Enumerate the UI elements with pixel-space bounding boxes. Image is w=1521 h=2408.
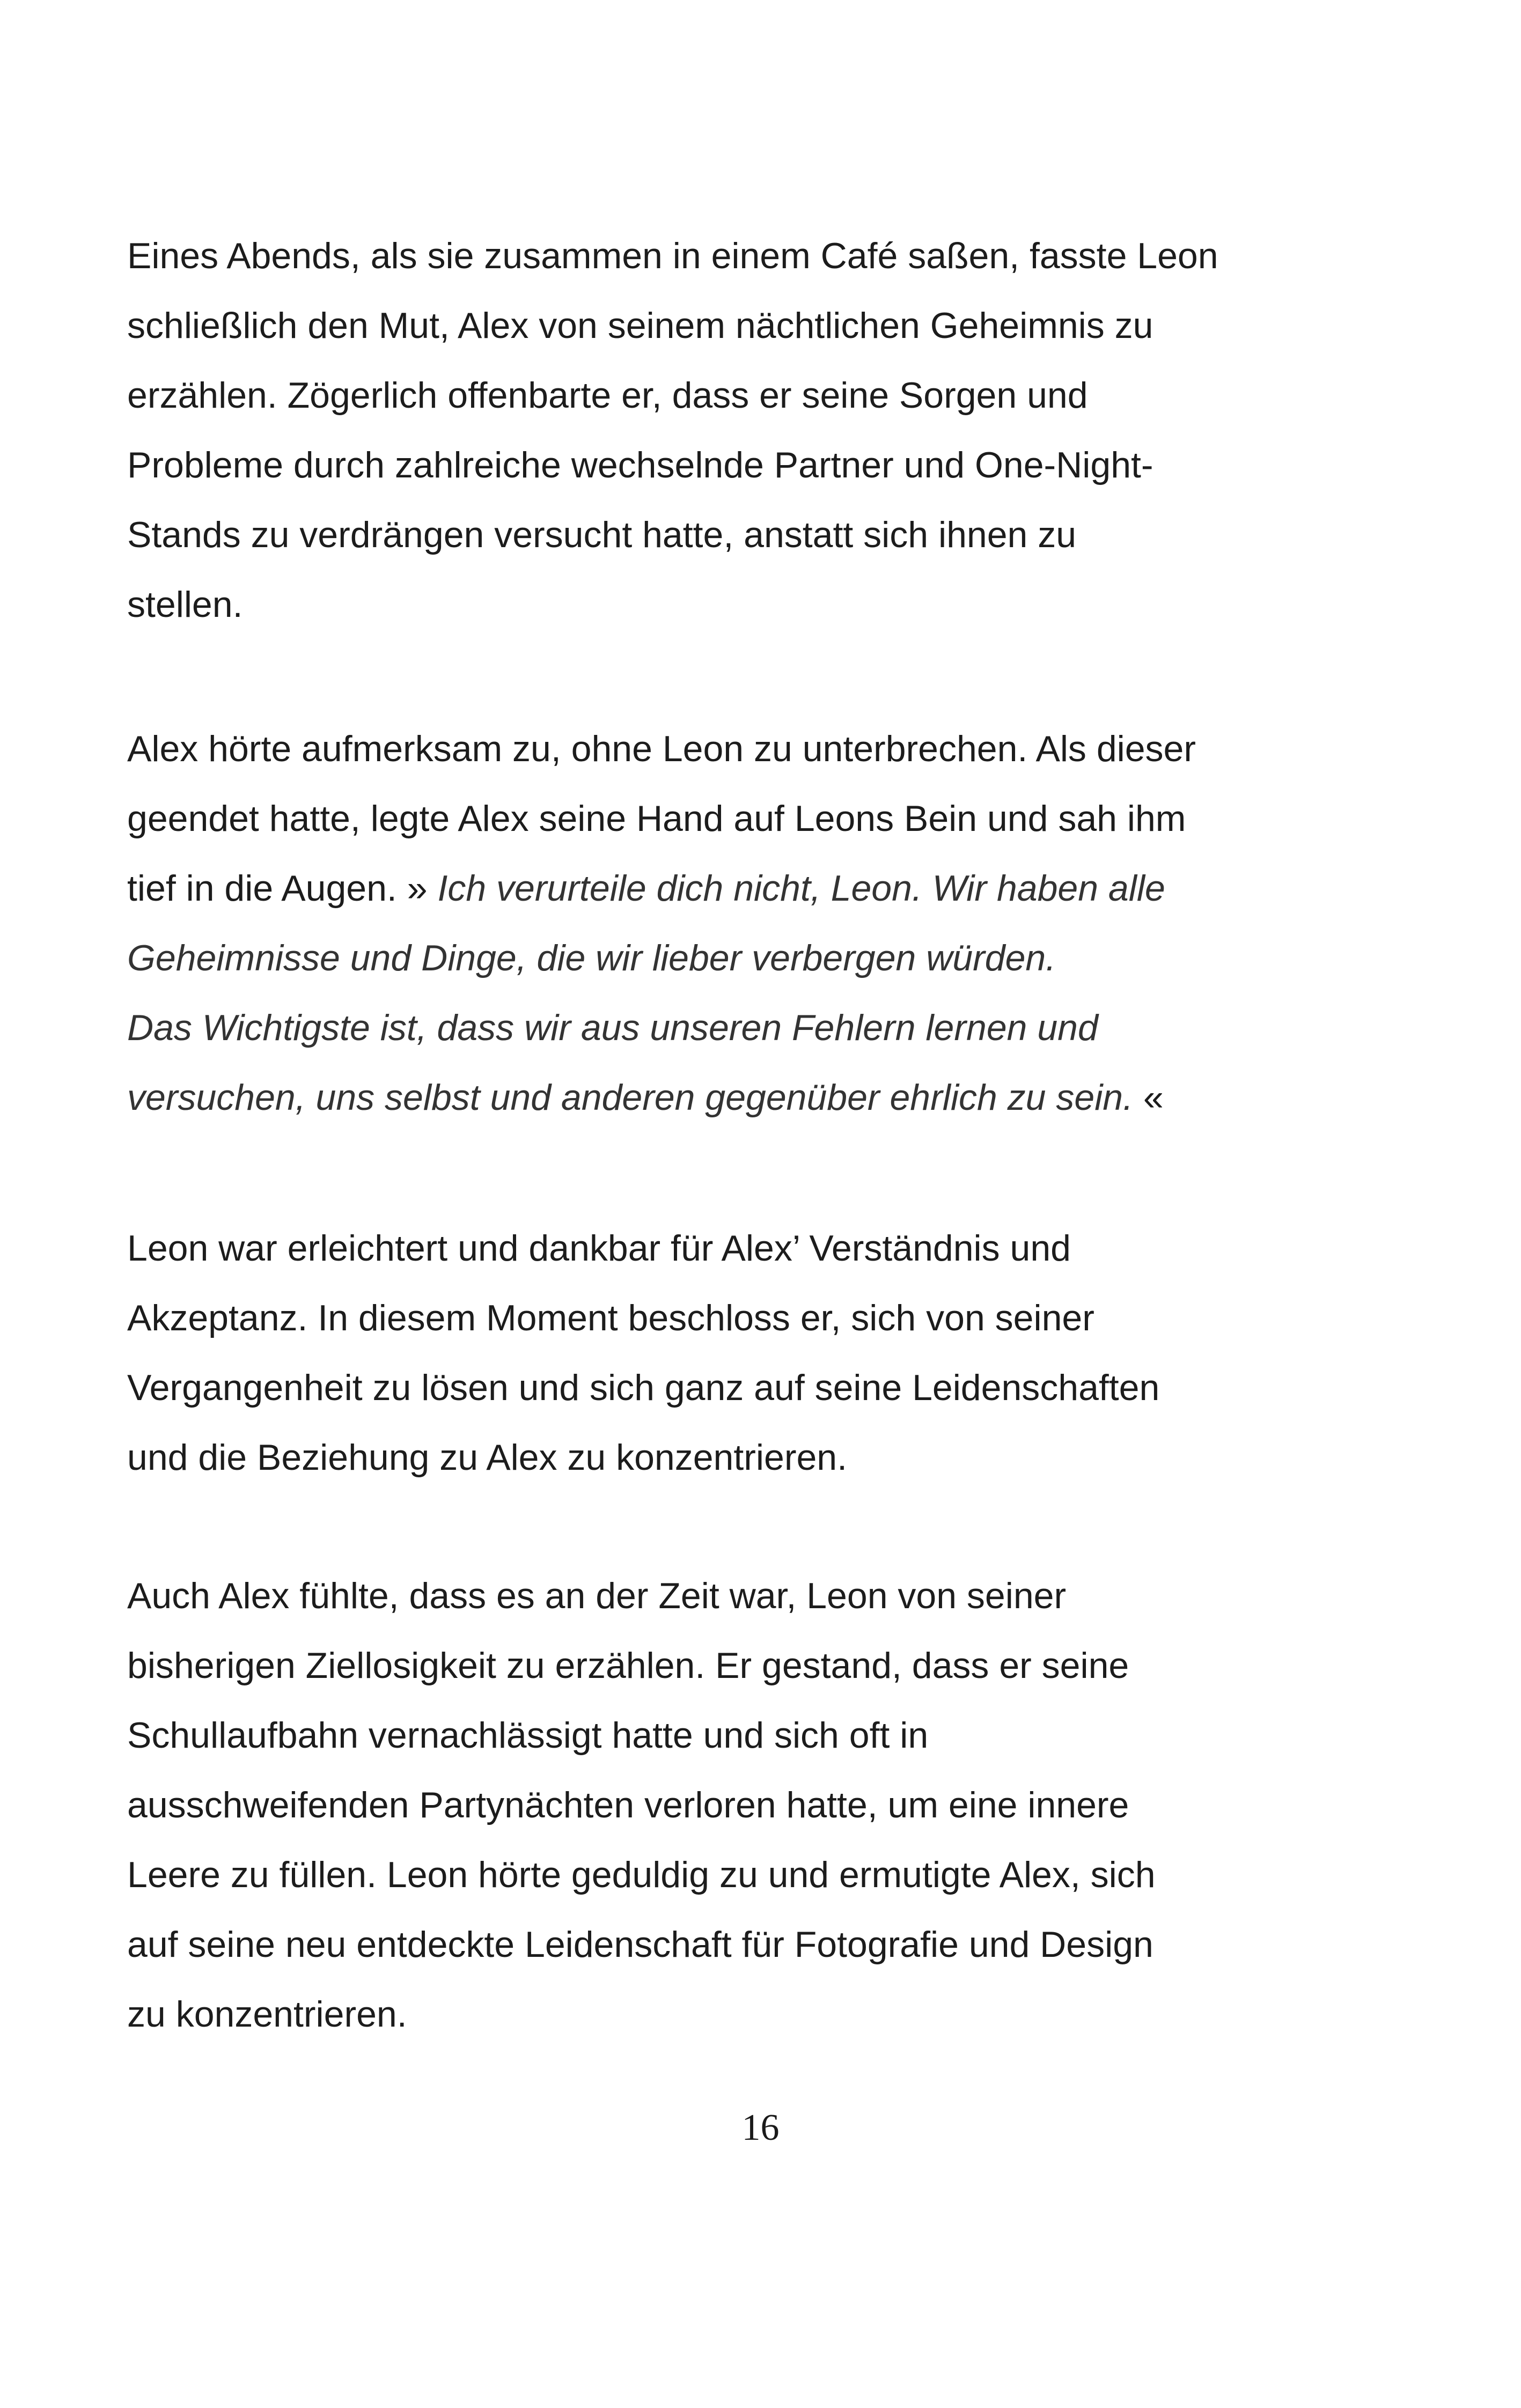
paragraph-line: Alex hörte aufmerksam zu, ohne Leon zu unterbrechen. Als dieser: [127, 728, 1196, 769]
mixed-quote-line: [127, 1063, 1297, 1132]
paragraph-line: erzählen. Zögerlich offenbarte er, dass er seine Sorgen und: [127, 375, 1088, 416]
paragraph-line: Auch Alex fühlte, dass es an der Zeit war, Leon von seiner: [127, 1575, 1067, 1616]
paragraph-line: und die Beziehung zu Alex zu konzentrieren.: [127, 1437, 848, 1478]
quote-line: Das Wichtigste ist, dass wir aus unseren Fehlern lernen und: [127, 1007, 1098, 1048]
closing-quote-mark: «: [1133, 1077, 1164, 1118]
quote-lead-in: tief in die Augen. »: [127, 868, 438, 909]
quote-line: Geheimnisse und Dinge, die wir lieber verbergen würden.: [127, 938, 1056, 978]
paragraph-line: stellen.: [127, 584, 243, 625]
paragraph-2: [127, 714, 1297, 1132]
paragraph-3: [127, 1213, 1297, 1492]
mixed-quote-line: [127, 853, 1297, 923]
paragraph-line: bisherigen Ziellosigkeit zu erzählen. Er gestand, dass er seine: [127, 1645, 1129, 1686]
paragraph-line: geendet hatte, legte Alex seine Hand auf Leons Bein und sah ihm: [127, 798, 1186, 839]
page-number: 16: [741, 2107, 780, 2148]
paragraph-line: ausschweifenden Partynächten verloren hatte, um eine innere: [127, 1785, 1129, 1825]
paragraph-line: Akzeptanz. In diesem Moment beschloss er, sich von seiner: [127, 1298, 1094, 1338]
paragraph-line: schließlich den Mut, Alex von seinem nächtlichen Geheimnis zu: [127, 305, 1153, 346]
paragraph-line: Probleme durch zahlreiche wechselnde Partner und One-Night-: [127, 445, 1153, 485]
quote-text: Ich verurteile dich nicht, Leon. Wir haben alle: [437, 868, 1165, 909]
paragraph-line: auf seine neu entdeckte Leidenschaft für Fotografie und Design: [127, 1924, 1153, 1965]
paragraph-line: Leere zu füllen. Leon hörte geduldig zu und ermutigte Alex, sich: [127, 1854, 1156, 1895]
paragraph-line: Eines Abends, als sie zusammen in einem Café saßen, fasste Leon: [127, 235, 1218, 276]
paragraph-1: [127, 221, 1297, 639]
paragraph-4: [127, 1561, 1297, 2049]
paragraph-line: Stands zu verdrängen versucht hatte, anstatt sich ihnen zu: [127, 514, 1077, 555]
paragraph-line: Leon war erleichtert und dankbar für Alex’ Verständnis und: [127, 1228, 1071, 1269]
paragraph-line: zu konzentrieren.: [127, 1994, 407, 2035]
paragraph-line: Vergangenheit zu lösen und sich ganz auf seine Leidenschaften: [127, 1367, 1160, 1408]
quote-text: versuchen, uns selbst und anderen gegenüber ehrlich zu sein.: [127, 1077, 1134, 1118]
paragraph-line: Schullaufbahn vernachlässigt hatte und sich oft in: [127, 1715, 929, 1756]
